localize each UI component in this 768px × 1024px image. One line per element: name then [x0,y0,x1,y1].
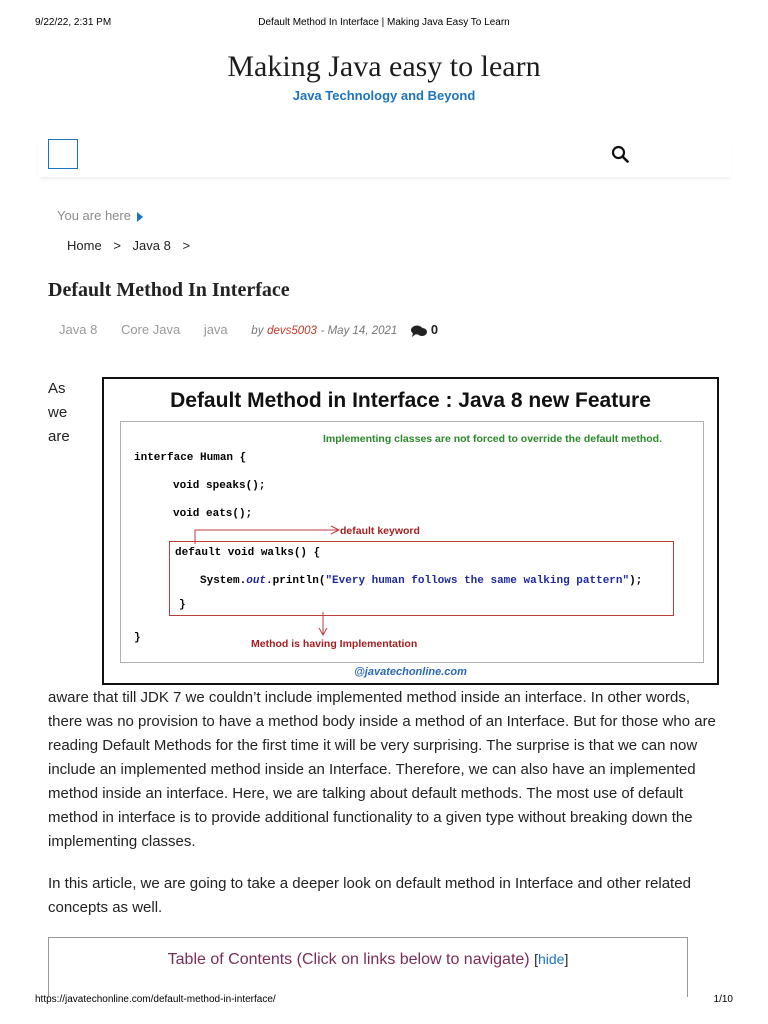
comments-icon [411,325,427,337]
tag-java[interactable]: java [203,322,228,337]
figure-title: Default Method in Interface : Java 8 new Feature [170,389,651,412]
code-segment: .println( [266,575,326,587]
menu-toggle-icon[interactable] [48,139,78,169]
caret-right-icon [137,212,143,222]
breadcrumb-java8[interactable]: Java 8 [132,238,171,253]
print-page-number: 1/10 [713,994,733,1005]
code-line: default void walks() { [175,547,321,559]
breadcrumb-separator: > [113,238,121,253]
toc-hide-wrap [534,951,568,967]
toc-bracket: [ [534,951,538,967]
print-datetime: 9/22/22, 2:31 PM [35,17,112,28]
impl-arrow [317,612,329,638]
note-not-forced: Implementing classes are not forced to override the default method. [323,433,662,445]
post-author[interactable]: devs5003 [267,325,317,337]
site-title[interactable]: Making Java easy to learn [227,50,541,83]
breadcrumb-home[interactable]: Home [67,238,102,253]
tag-core-java[interactable]: Core Java [120,322,181,337]
lead-word: are [48,428,70,445]
table-of-contents [48,937,688,997]
comment-count[interactable] [411,322,438,337]
you-are-here [57,208,143,223]
note-default-keyword: default keyword [340,525,420,537]
comment-count-value: 0 [430,322,439,337]
toc-title-row [49,951,687,969]
print-header [35,17,733,31]
site-tagline: Java Technology and Beyond [292,88,476,103]
article-figure [102,377,719,685]
print-url: https://javatechonline.com/default-method-in-interface/ [35,994,276,1005]
post-title: Default Method In Interface [48,279,290,301]
code-box [120,421,704,663]
code-line: void speaks(); [173,480,266,492]
breadcrumb [67,238,198,253]
code-line: } [179,599,186,611]
figure-watermark: @javatechonline.com [354,666,467,678]
code-string: "Every human follows the same walking pattern" [325,575,630,587]
search-icon[interactable] [611,145,633,167]
code-line [200,575,642,587]
tag-java8[interactable]: Java 8 [59,322,98,337]
code-segment: ); [629,575,643,587]
default-method-box [169,541,674,616]
lead-words [48,377,70,449]
toc-title: Table of Contents (Click on links below to navigate) [167,951,530,968]
code-segment: System. [200,575,247,587]
print-page-title: Default Method In Interface | Making Java Easy To Learn [258,17,510,28]
note-implementation: Method is having Implementation [251,638,418,650]
code-line: void eats(); [173,508,253,520]
article-paragraph: In this article, we are going to take a deeper look on default method in Interface and other related concepts as well. [48,875,691,916]
article-paragraph: aware that till JDK 7 we couldn’t include implemented method inside an interface. In other words, there was no provision to have a method body inside a method of an Interface. But for those who are reading Default Methods for the first time it will be very surprising. The surprise is that we can now include an implemented method inside an Interface. Therefore, we can also have an implemented method inside an interface. Here, we are talking about default methods. The most use of default method in interface is to provide additional functionality to a given type without breaking down the implementing classes. [48,689,716,850]
breadcrumb-separator: > [182,238,191,253]
lead-word: we [48,404,68,421]
toc-bracket: ] [564,951,569,967]
you-are-here-label: You are here [57,208,131,223]
code-line: } [134,632,141,644]
lead-word: As [48,380,66,397]
print-footer [35,994,733,1008]
toc-hide-link[interactable]: hide [537,951,565,967]
by-label: by [251,325,264,337]
code-segment: out [246,575,267,587]
nav-bar [38,135,732,177]
post-meta [59,322,438,337]
post-date: - May 14, 2021 [320,325,398,337]
code-line: interface Human { [134,452,247,464]
